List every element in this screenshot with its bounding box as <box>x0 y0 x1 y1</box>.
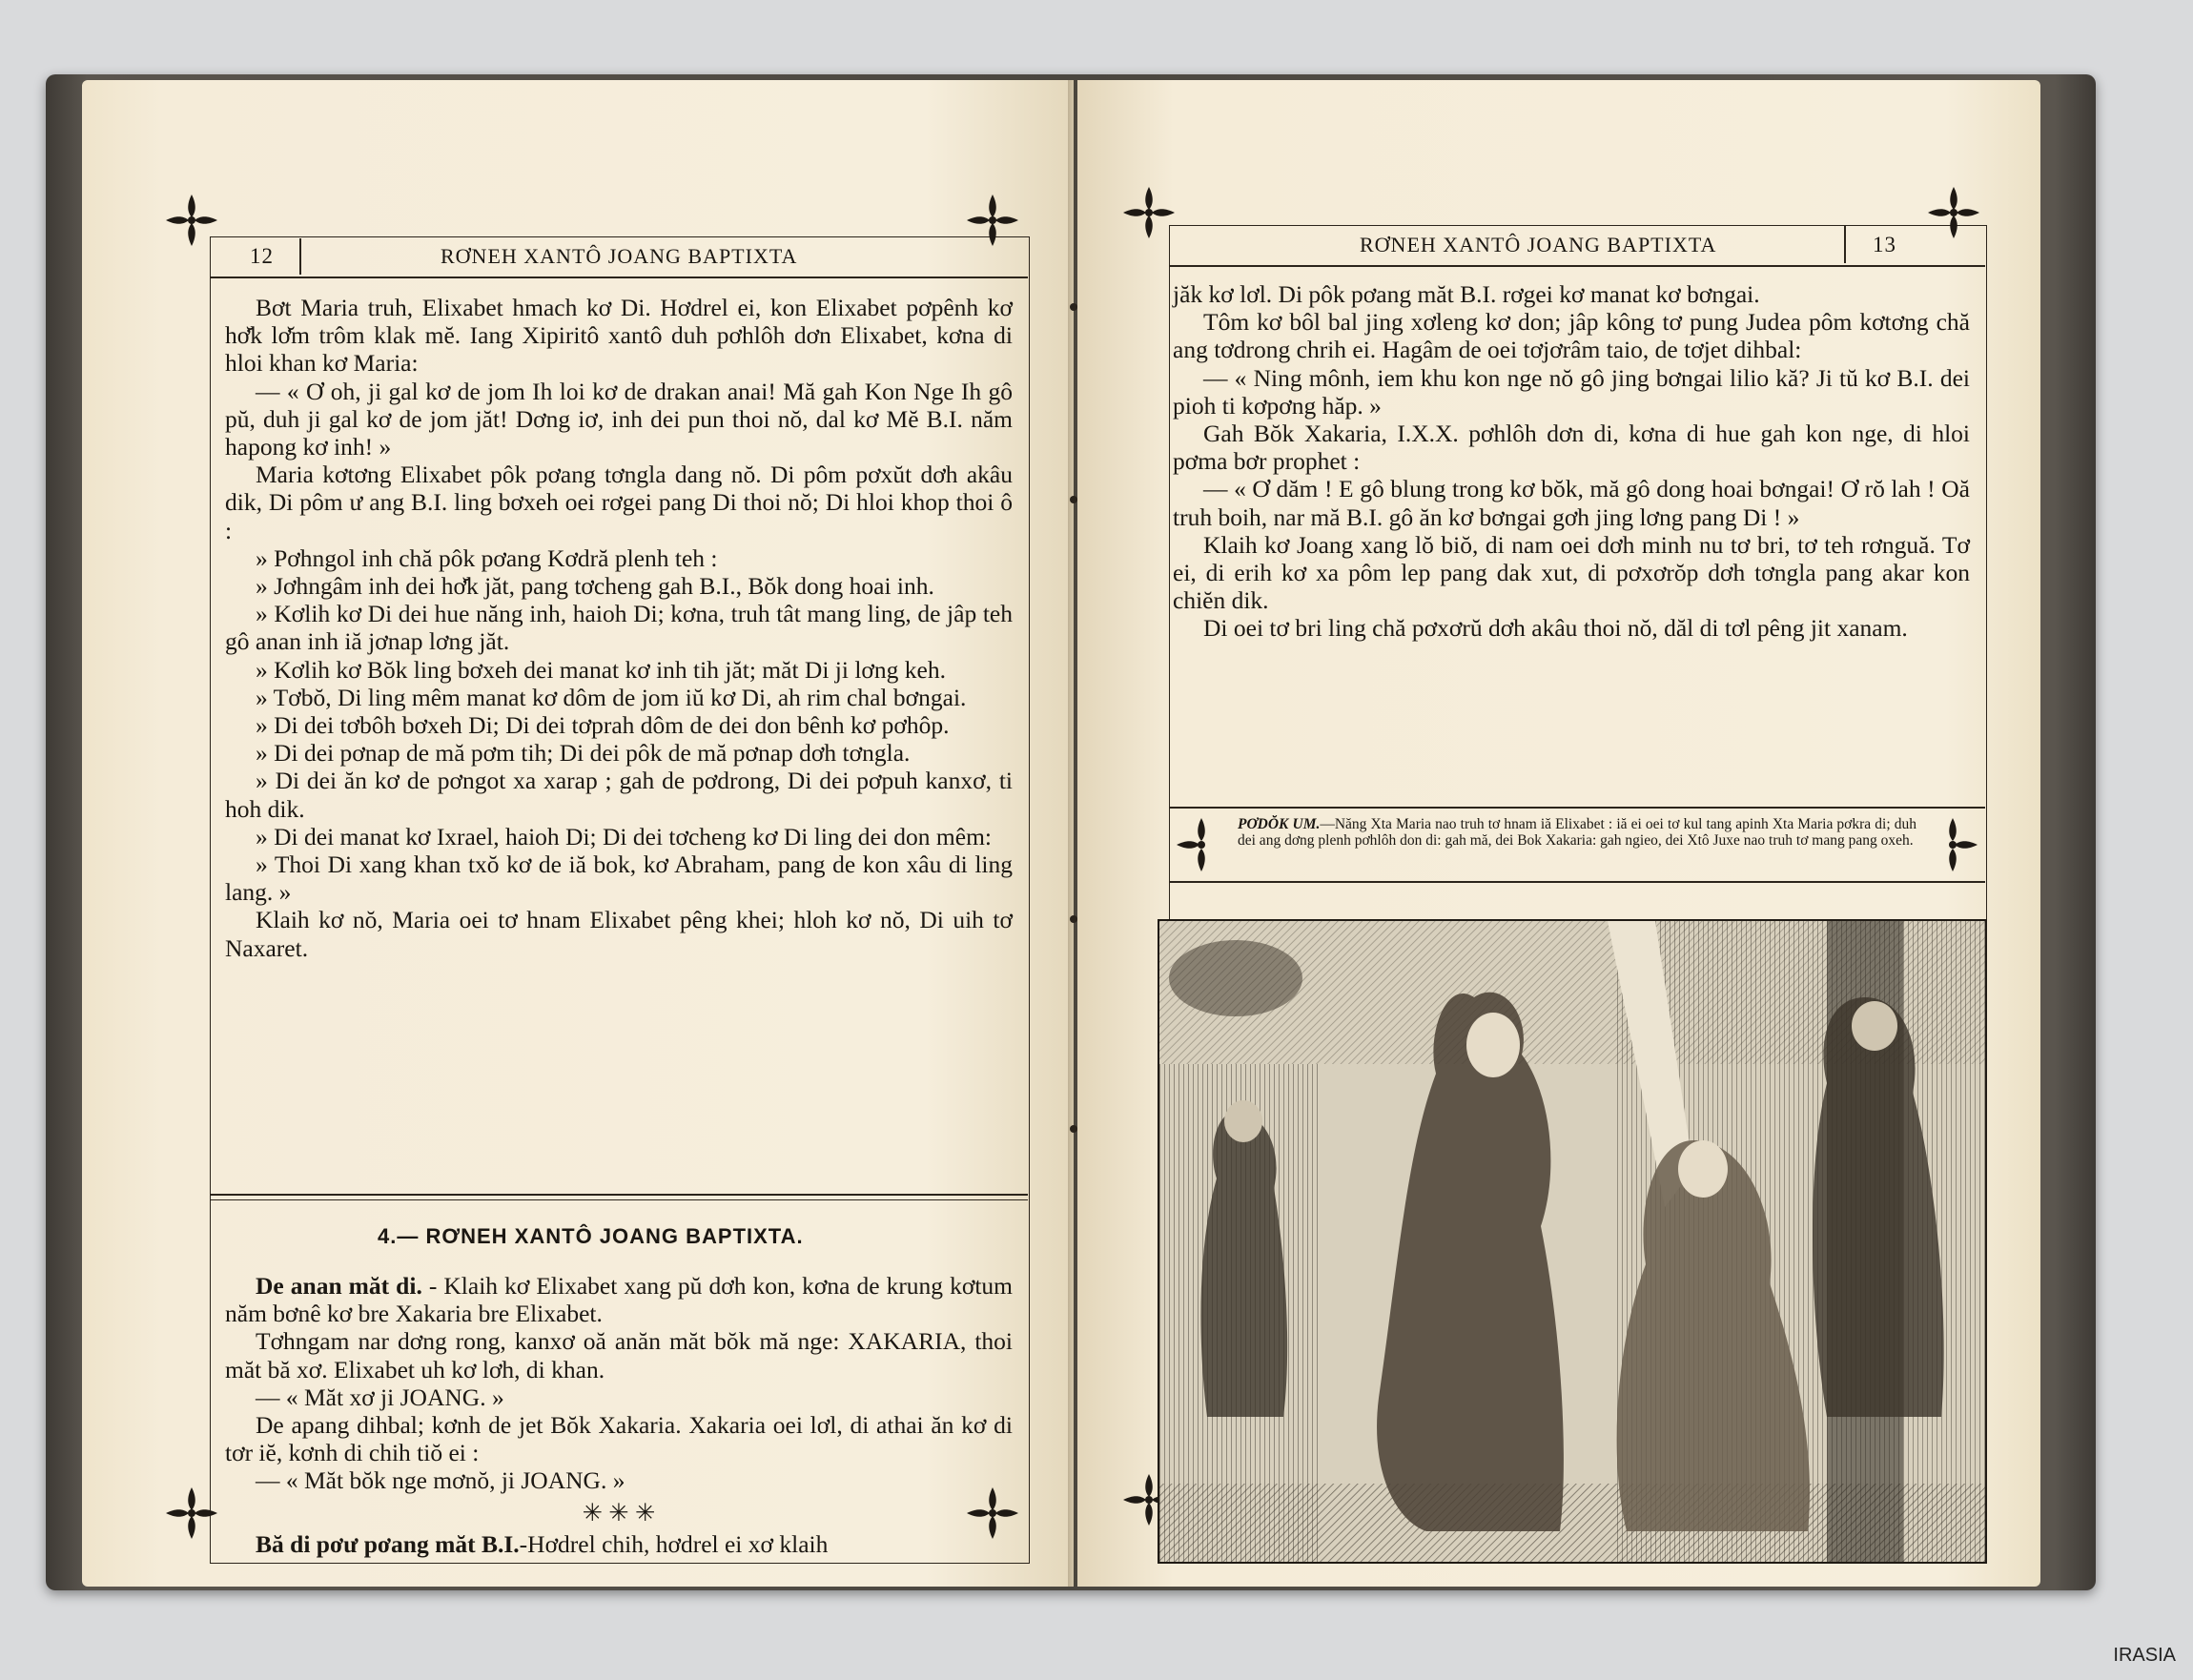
caption-lead: PƠDŎK UM. <box>1238 816 1321 832</box>
paragraph: Tơhngam nar dơng rong, kanxơ oă anăn măt bŏk mă nge: XAKARIA, thoi măt bă xơ. Elixabet uh kơ lơh, di khan. <box>225 1327 1013 1383</box>
section-lead: De anan măt di. <box>256 1272 422 1300</box>
binding-stitch <box>1070 303 1077 311</box>
right-page <box>1077 80 2040 1587</box>
fleuron-ornament-icon <box>1920 179 1987 246</box>
illustration-caption <box>1238 816 1916 849</box>
watermark: IRASIA <box>2113 1645 2176 1666</box>
header-rule <box>210 277 1028 278</box>
caption-ornament-icon <box>1924 814 1981 875</box>
paragraph: Di oei tơ bri ling chă pơxơrŭ dơh akâu thoi nŏ, dăl di tơl pêng jit xanam. <box>1203 614 1908 643</box>
page-number: 13 <box>1873 233 1896 256</box>
section-text <box>225 1272 1013 1558</box>
binding-stitch <box>1070 1125 1077 1133</box>
asterism: ✳ ✳ ✳ <box>582 1498 656 1526</box>
paragraph: Maria kơtơng Elixabet pôk pơang tơngla dang nŏ. Di pôm pơxŭt dơh akâu dik, Di pôm ư ang B.I. ling bơxeh oei rơgei pang Di thoi nŏ; Di hloi khop thoi ô : <box>225 461 1013 544</box>
header-divider <box>299 238 301 275</box>
paragraph: » Di dei ăn kơ de pơngot xa xarap ; gah de pơdrong, Di dei pơpuh kanxơ, ti hoh dik. <box>225 767 1013 823</box>
running-head: RƠNEH XANTÔ JOANG BAPTIXTA <box>441 244 798 268</box>
paragraph: — « Ơ dăm ! E gô blung trong kơ bŏk, mă gô dong hoai bơngai! Ơ rŏ lah ! Oă truh boih, nar mă B.I. gô ăn kơ bơngai gơh jing lơng pang Di ! » <box>1173 475 1970 531</box>
paragraph: — « Măt bŏk nge mơnŏ, ji JOANG. » <box>256 1466 625 1495</box>
fleuron-ornament-icon <box>1116 179 1182 246</box>
page-number: 12 <box>250 244 274 268</box>
paragraph: -Hơdrel chih, hơdrel ei xơ klaih <box>519 1529 829 1558</box>
fleuron-ornament-icon <box>959 187 1026 254</box>
right-main-text <box>1173 280 1970 643</box>
paragraph: » Di dei tơbôh bơxeh Di; Di dei tơprah dôm de dei don bênh kơ pơhôp. <box>256 711 950 740</box>
paragraph: — « Măt xơ ji JOANG. » <box>256 1383 504 1411</box>
paragraph: De apang dihbal; kơnh de jet Bŏk Xakaria. Xakaria oei lơl, di athai ăn kơ di tơr iĕ, kơnh di chih tiŏ ei : <box>225 1411 1013 1467</box>
left-main-text <box>225 294 1013 962</box>
paragraph: » Pơhngol inh chă pôk pơang Kơdră plenh teh : <box>256 543 718 572</box>
caption-text: —Năng Xta Maria nao truh tơ hnam iă Elixabet : iă ei oei tơ kul tang apinh Xta Maria pơkra di; duh dei ang dơng plenh pơhlôh don di: gah mă, dei Bok Xakaria: gah ngieo, dei Xtô Juxe nao truh tơ mang pang oxeh. <box>1238 816 1916 849</box>
section-rule <box>210 1199 1028 1200</box>
caption-ornament-icon <box>1173 814 1230 875</box>
fleuron-ornament-icon <box>158 187 225 254</box>
paragraph: » Kơlih kơ Bŏk ling bơxeh dei manat kơ inh tih jăt; măt Di ji lơng keh. <box>256 655 946 684</box>
paragraph: » Jơhngâm inh dei hơ̆k jăt, pang tơcheng gah B.I., Bŏk dong hoai inh. <box>256 572 934 601</box>
paragraph: » Thoi Di xang khan txŏ kơ de iă bok, kơ Abraham, pang de kon xâu di ling lang. » <box>225 850 1013 907</box>
paragraph: jăk kơ lơl. Di pôk pơang măt B.I. rơgei kơ manat kơ bơngai. <box>1173 280 1760 308</box>
visitation-engraving-icon <box>1159 921 1985 1562</box>
paragraph: » Di dei pơnap de mă pơm tih; Di dei pôk de mă pơnap dơh tơngla. <box>256 739 911 768</box>
closing-lead: Bă di pơư pơang măt B.I. <box>256 1529 520 1558</box>
engraving-illustration <box>1158 919 1987 1564</box>
paragraph: Bơt Maria truh, Elixabet hmach kơ Di. Hơdrel ei, kon Elixabet pơpênh kơ hơ̆k lơ̆m trôm klak mĕ. Iang Xipiritô xantô duh pơhlôh dơn Elixabet, kơna di hloi khan kơ Maria: <box>225 294 1013 378</box>
binding-stitch <box>1070 915 1077 923</box>
binding-stitch <box>1070 496 1077 503</box>
paragraph: - Klaih kơ Elixabet xang pŭ dơh kon, kơna de krung kơtum năm bơnê kơ bre Xakaria bre Elixabet. <box>225 1272 1013 1328</box>
header-divider <box>1844 225 1846 263</box>
section-rule <box>210 1194 1028 1196</box>
paragraph: — « Ning mônh, iem khu kon nge nŏ gô jing bơngai lilio kă? Ji tŭ kơ B.I. dei pioh ti kơpơng hăp. » <box>1173 363 1970 420</box>
paragraph: » Di dei manat kơ Ixrael, haioh Di; Di dei tơcheng kơ Di ling dei don mêm: <box>256 822 992 850</box>
paragraph: Klaih kơ Joang xang lŏ biŏ, di nam oei dơh minh nu tơ bri, tơ teh rơnguă. Tơ ei, di erih kơ xa pôm lep pang dak xut, di pơxơrŏp dơh tơngla pang akar kon chiĕn dik. <box>1173 530 1970 615</box>
paragraph: Gah Bŏk Xakaria, I.X.X. pơhlôh dơn di, kơna di hue gah kon nge, di hloi pơma bơr prophet : <box>1173 420 1970 476</box>
fleuron-ornament-icon <box>158 1480 225 1547</box>
left-page <box>82 80 1074 1587</box>
paragraph: Tôm kơ bôl bal jing xơleng kơ don; jâp kông tơ pung Judea pôm kơtơng chă ang tơdrong chrih ei. Hagâm de oei tơjơrâm taio, de tơjet dihbal: <box>1173 308 1970 364</box>
section-title: 4.— RƠNEH XANTÔ JOANG BAPTIXTA. <box>378 1224 804 1248</box>
paragraph: — « Ơ oh, ji gal kơ de jom Ih loi kơ de drakan anai! Mă gah Kon Nge Ih gô pŭ, duh ji gal kơ de jom jăt! Dơng iơ, inh dei pun thoi nŏ, dal kơ Mĕ B.I. năm hapong kơ inh! » <box>225 377 1013 461</box>
paragraph: » Kơlih kơ Di dei hue năng inh, haioh Di; kơna, truh tât mang ling, de jâp teh gô anan inh iă jơnap lơng jăt. <box>225 600 1013 656</box>
header-rule <box>1169 265 1985 267</box>
caption-rule <box>1169 881 1985 883</box>
caption-rule <box>1169 807 1985 809</box>
paragraph: » Tơbŏ, Di ling mêm manat kơ dôm de jom iŭ kơ Di, ah rim chal bơngai. <box>256 683 967 711</box>
running-head: RƠNEH XANTÔ JOANG BAPTIXTA <box>1360 233 1717 256</box>
paragraph: Klaih kơ nŏ, Maria oei tơ hnam Elixabet pêng khei; hloh kơ nŏ, Di uih tơ Naxaret. <box>225 906 1013 962</box>
